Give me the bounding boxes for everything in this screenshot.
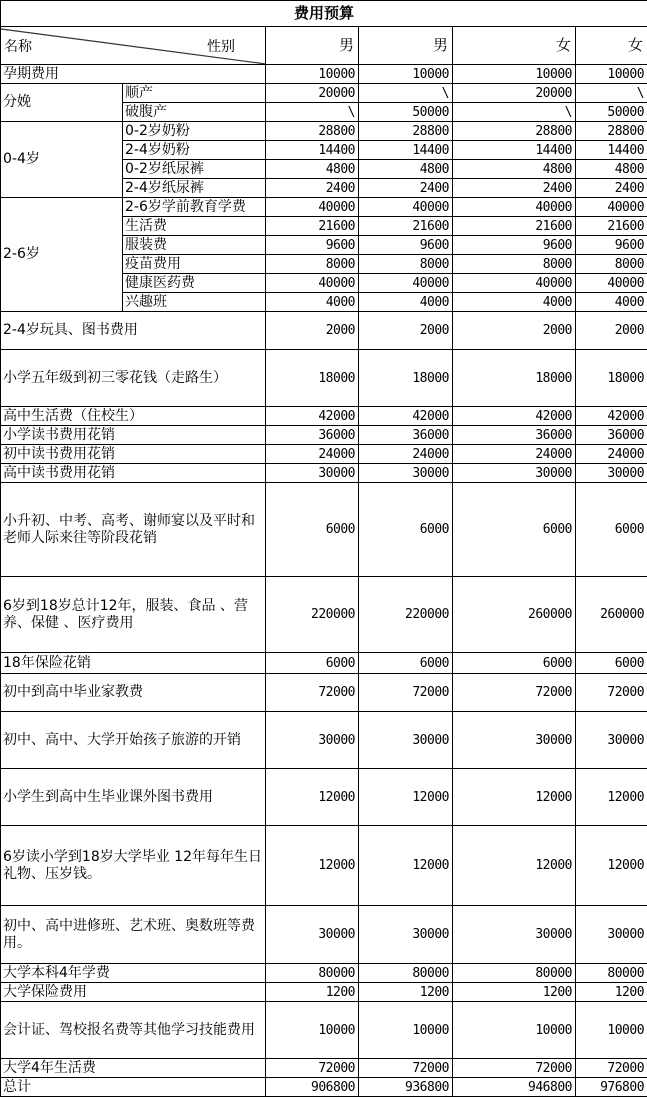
value-cell[interactable]: 6000	[576, 653, 647, 674]
table-row	[1, 964, 647, 983]
table-row	[1, 312, 647, 350]
table-row	[1, 674, 647, 712]
row-label[interactable]: 大学本科4年学费	[1, 964, 266, 983]
value-cell[interactable]: 80000	[359, 964, 453, 983]
value-cell[interactable]: 28800	[453, 122, 576, 141]
row-label[interactable]: 大学4年生活费	[1, 1059, 266, 1078]
value-cell[interactable]: 4800	[453, 160, 576, 179]
value-cell[interactable]: 42000	[453, 407, 576, 426]
value-cell[interactable]: 12000	[266, 769, 359, 826]
value-cell[interactable]: 72000	[576, 674, 647, 712]
value-cell[interactable]: 936800	[359, 1078, 453, 1097]
total-row	[1, 1078, 647, 1097]
value-cell[interactable]: 9600	[359, 236, 453, 255]
value-cell[interactable]: 946800	[453, 1078, 576, 1097]
row-label[interactable]: 高中读书费用花销	[1, 464, 266, 483]
value-cell[interactable]: 1200	[453, 983, 576, 1002]
value-cell[interactable]: 40000	[359, 274, 453, 293]
value-cell[interactable]: 4800	[266, 160, 359, 179]
row-label[interactable]: 2-4岁纸尿裤	[123, 179, 266, 198]
value-cell[interactable]: 8000	[359, 255, 453, 274]
value-cell[interactable]: 28800	[266, 122, 359, 141]
value-cell[interactable]: 21600	[359, 217, 453, 236]
gender-header-label: 性别	[207, 39, 235, 55]
group-label-age2-6[interactable]: 2-6岁	[1, 198, 123, 312]
row-label[interactable]: 小升初、中考、高考、谢师宴以及平时和老师人际来往等阶段花销	[1, 483, 266, 577]
row-label[interactable]: 6岁读小学到18岁大学毕业 12年每年生日礼物、压岁钱。	[1, 826, 266, 906]
value-cell[interactable]: 260000	[453, 577, 576, 653]
table-row	[1, 826, 647, 906]
value-cell[interactable]: 18000	[453, 350, 576, 407]
value-cell[interactable]: 42000	[576, 407, 647, 426]
value-cell[interactable]: 21600	[576, 217, 647, 236]
value-cell[interactable]: 30000	[266, 464, 359, 483]
row-label[interactable]: 服装费	[123, 236, 266, 255]
value-cell[interactable]: 21600	[453, 217, 576, 236]
group-label-delivery[interactable]: 分娩	[1, 84, 123, 122]
value-cell[interactable]: 6000	[266, 483, 359, 577]
value-cell[interactable]: 30000	[266, 712, 359, 769]
name-header-label: 名称	[4, 39, 32, 55]
value-cell[interactable]: 30000	[576, 464, 647, 483]
table-row	[1, 65, 647, 84]
value-cell[interactable]: 2000	[266, 312, 359, 350]
row-label[interactable]: 健康医药费	[123, 274, 266, 293]
value-cell[interactable]: 12000	[576, 769, 647, 826]
value-cell[interactable]: 50000	[576, 103, 647, 122]
row-label[interactable]: 高中生活费（住校生）	[1, 407, 266, 426]
value-cell[interactable]: 36000	[453, 426, 576, 445]
row-label[interactable]: 2-4岁玩具、图书费用	[1, 312, 266, 350]
table-row	[1, 983, 647, 1002]
value-cell[interactable]: 6000	[359, 483, 453, 577]
value-cell[interactable]: 4000	[359, 293, 453, 312]
table-row	[1, 350, 647, 407]
value-cell[interactable]: 30000	[576, 712, 647, 769]
row-label[interactable]: 0-2岁纸尿裤	[123, 160, 266, 179]
value-cell[interactable]: 30000	[359, 712, 453, 769]
gender-col-3[interactable]: 女	[453, 27, 576, 65]
value-cell[interactable]: 906800	[266, 1078, 359, 1097]
row-label[interactable]: 18年保险花销	[1, 653, 266, 674]
value-cell[interactable]: 30000	[453, 906, 576, 964]
value-cell[interactable]: 4000	[453, 293, 576, 312]
gender-col-4[interactable]: 女	[576, 27, 647, 65]
value-cell[interactable]: 6000	[359, 653, 453, 674]
table-row	[1, 712, 647, 769]
value-cell[interactable]: 12000	[266, 826, 359, 906]
value-cell[interactable]: 40000	[266, 198, 359, 217]
value-cell[interactable]: 6000	[266, 653, 359, 674]
value-cell[interactable]: 28800	[576, 122, 647, 141]
value-cell[interactable]: 10000	[266, 65, 359, 84]
value-cell[interactable]: 18000	[359, 350, 453, 407]
value-cell[interactable]: 20000	[266, 84, 359, 103]
table-row	[1, 1059, 647, 1078]
table-row	[1, 1002, 647, 1059]
value-cell[interactable]: 24000	[576, 445, 647, 464]
value-cell[interactable]: 42000	[359, 407, 453, 426]
value-cell[interactable]: 30000	[453, 464, 576, 483]
table-row	[1, 445, 647, 464]
row-label[interactable]: 会计证、驾校报名费等其他学习技能费用	[1, 1002, 266, 1059]
value-cell[interactable]: 36000	[576, 426, 647, 445]
row-label[interactable]: 小学五年级到初三零花钱（走路生）	[1, 350, 266, 407]
value-cell[interactable]: 6000	[453, 483, 576, 577]
table-row	[1, 653, 647, 674]
value-cell[interactable]: 14400	[576, 141, 647, 160]
row-label[interactable]: 2-4岁奶粉	[123, 141, 266, 160]
row-label[interactable]: 6岁到18岁总计12年，服装、食品 、营养、保健 、医疗费用	[1, 577, 266, 653]
row-label[interactable]: 大学保险费用	[1, 983, 266, 1002]
value-cell[interactable]: 80000	[453, 964, 576, 983]
title-row	[1, 1, 647, 27]
row-label[interactable]: 初中读书费用花销	[1, 445, 266, 464]
value-cell[interactable]: 1200	[266, 983, 359, 1002]
row-label[interactable]: 小学生到高中生毕业课外图书费用	[1, 769, 266, 826]
value-cell[interactable]: 8000	[266, 255, 359, 274]
value-cell[interactable]: 2400	[453, 179, 576, 198]
value-cell[interactable]: 12000	[359, 826, 453, 906]
value-cell[interactable]: 12000	[453, 769, 576, 826]
group-label-age0-4[interactable]: 0-4岁	[1, 122, 123, 198]
value-cell[interactable]: 14400	[359, 141, 453, 160]
value-cell[interactable]: 40000	[453, 274, 576, 293]
value-cell[interactable]: 40000	[266, 274, 359, 293]
value-cell[interactable]: 9600	[266, 236, 359, 255]
value-cell[interactable]: \	[266, 103, 359, 122]
value-cell[interactable]: 50000	[359, 103, 453, 122]
value-cell[interactable]: 2000	[359, 312, 453, 350]
value-cell[interactable]: \	[453, 103, 576, 122]
value-cell[interactable]: 10000	[453, 65, 576, 84]
value-cell[interactable]: 4000	[576, 293, 647, 312]
value-cell[interactable]: 10000	[266, 1002, 359, 1059]
value-cell[interactable]: 80000	[576, 964, 647, 983]
gender-col-2[interactable]: 男	[359, 27, 453, 65]
value-cell[interactable]: 1200	[576, 983, 647, 1002]
value-cell[interactable]: 40000	[576, 274, 647, 293]
value-cell[interactable]: 14400	[453, 141, 576, 160]
value-cell[interactable]: 30000	[453, 712, 576, 769]
table-row	[1, 122, 647, 141]
value-cell[interactable]: 28800	[359, 122, 453, 141]
value-cell[interactable]: 20000	[453, 84, 576, 103]
value-cell[interactable]: 2400	[576, 179, 647, 198]
value-cell[interactable]: 40000	[453, 198, 576, 217]
gender-col-1[interactable]: 男	[266, 27, 359, 65]
value-cell[interactable]: 72000	[359, 674, 453, 712]
value-cell[interactable]: 18000	[576, 350, 647, 407]
table-title[interactable]: 费用预算	[1, 1, 647, 27]
value-cell[interactable]: \	[359, 84, 453, 103]
value-cell[interactable]: 40000	[576, 198, 647, 217]
value-cell[interactable]: 36000	[266, 426, 359, 445]
row-label[interactable]: 小学读书费用花销	[1, 426, 266, 445]
value-cell[interactable]: 14400	[266, 141, 359, 160]
value-cell[interactable]: 30000	[359, 906, 453, 964]
value-cell[interactable]: 4800	[359, 160, 453, 179]
table-row	[1, 769, 647, 826]
value-cell[interactable]: 21600	[266, 217, 359, 236]
row-label[interactable]: 疫苗费用	[123, 255, 266, 274]
row-label[interactable]: 2-6岁学前教育学费	[123, 198, 266, 217]
value-cell[interactable]: 42000	[266, 407, 359, 426]
value-cell[interactable]: 72000	[266, 1059, 359, 1078]
value-cell[interactable]: 10000	[576, 1002, 647, 1059]
table-row	[1, 577, 647, 653]
row-label-pregnancy[interactable]: 孕期费用	[1, 65, 266, 84]
value-cell[interactable]: 2400	[359, 179, 453, 198]
value-cell[interactable]: 2000	[453, 312, 576, 350]
row-label[interactable]: 0-2岁奶粉	[123, 122, 266, 141]
value-cell[interactable]: 4000	[266, 293, 359, 312]
value-cell[interactable]: 976800	[576, 1078, 647, 1097]
value-cell[interactable]: 72000	[576, 1059, 647, 1078]
value-cell[interactable]: 220000	[266, 577, 359, 653]
value-cell[interactable]: 6000	[453, 653, 576, 674]
value-cell[interactable]: 10000	[576, 65, 647, 84]
table-row	[1, 906, 647, 964]
value-cell[interactable]: 24000	[359, 445, 453, 464]
row-label[interactable]: 初中、高中进修班、艺术班、奥数班等费用。	[1, 906, 266, 964]
value-cell[interactable]: 72000	[359, 1059, 453, 1078]
total-label[interactable]: 总计	[1, 1078, 266, 1097]
table-row	[1, 198, 647, 217]
header-row	[1, 27, 647, 65]
value-cell[interactable]: 10000	[453, 1002, 576, 1059]
value-cell[interactable]: 24000	[453, 445, 576, 464]
value-cell[interactable]: 10000	[359, 65, 453, 84]
row-label[interactable]: 生活费	[123, 217, 266, 236]
row-label[interactable]: 顺产	[123, 84, 266, 103]
value-cell[interactable]: 24000	[266, 445, 359, 464]
value-cell[interactable]: 6000	[576, 483, 647, 577]
value-cell[interactable]: 12000	[453, 826, 576, 906]
value-cell[interactable]: 80000	[266, 964, 359, 983]
value-cell[interactable]: 1200	[359, 983, 453, 1002]
value-cell[interactable]: 40000	[359, 198, 453, 217]
value-cell[interactable]: 2000	[576, 312, 647, 350]
row-label[interactable]: 兴趣班	[123, 293, 266, 312]
value-cell[interactable]: 12000	[576, 826, 647, 906]
value-cell[interactable]: 72000	[453, 1059, 576, 1078]
value-cell[interactable]: 8000	[576, 255, 647, 274]
value-cell[interactable]: 36000	[359, 426, 453, 445]
value-cell[interactable]: 12000	[359, 769, 453, 826]
value-cell[interactable]: \	[576, 84, 647, 103]
row-label[interactable]: 初中到高中毕业家教费	[1, 674, 266, 712]
value-cell[interactable]: 30000	[576, 906, 647, 964]
table-row	[1, 407, 647, 426]
value-cell[interactable]: 9600	[576, 236, 647, 255]
table-row	[1, 84, 647, 103]
value-cell[interactable]: 260000	[576, 577, 647, 653]
value-cell[interactable]: 8000	[453, 255, 576, 274]
table-row	[1, 426, 647, 445]
value-cell[interactable]: 4800	[576, 160, 647, 179]
value-cell[interactable]: 9600	[453, 236, 576, 255]
value-cell[interactable]: 72000	[266, 674, 359, 712]
value-cell[interactable]: 10000	[359, 1002, 453, 1059]
value-cell[interactable]: 30000	[266, 906, 359, 964]
table-row	[1, 464, 647, 483]
value-cell[interactable]: 220000	[359, 577, 453, 653]
row-label[interactable]: 破腹产	[123, 103, 266, 122]
row-label[interactable]: 初中、高中、大学开始孩子旅游的开销	[1, 712, 266, 769]
value-cell[interactable]: 2400	[266, 179, 359, 198]
value-cell[interactable]: 30000	[359, 464, 453, 483]
table-row	[1, 483, 647, 577]
value-cell[interactable]: 18000	[266, 350, 359, 407]
value-cell[interactable]: 72000	[453, 674, 576, 712]
diagonal-header-cell[interactable]	[1, 27, 266, 65]
